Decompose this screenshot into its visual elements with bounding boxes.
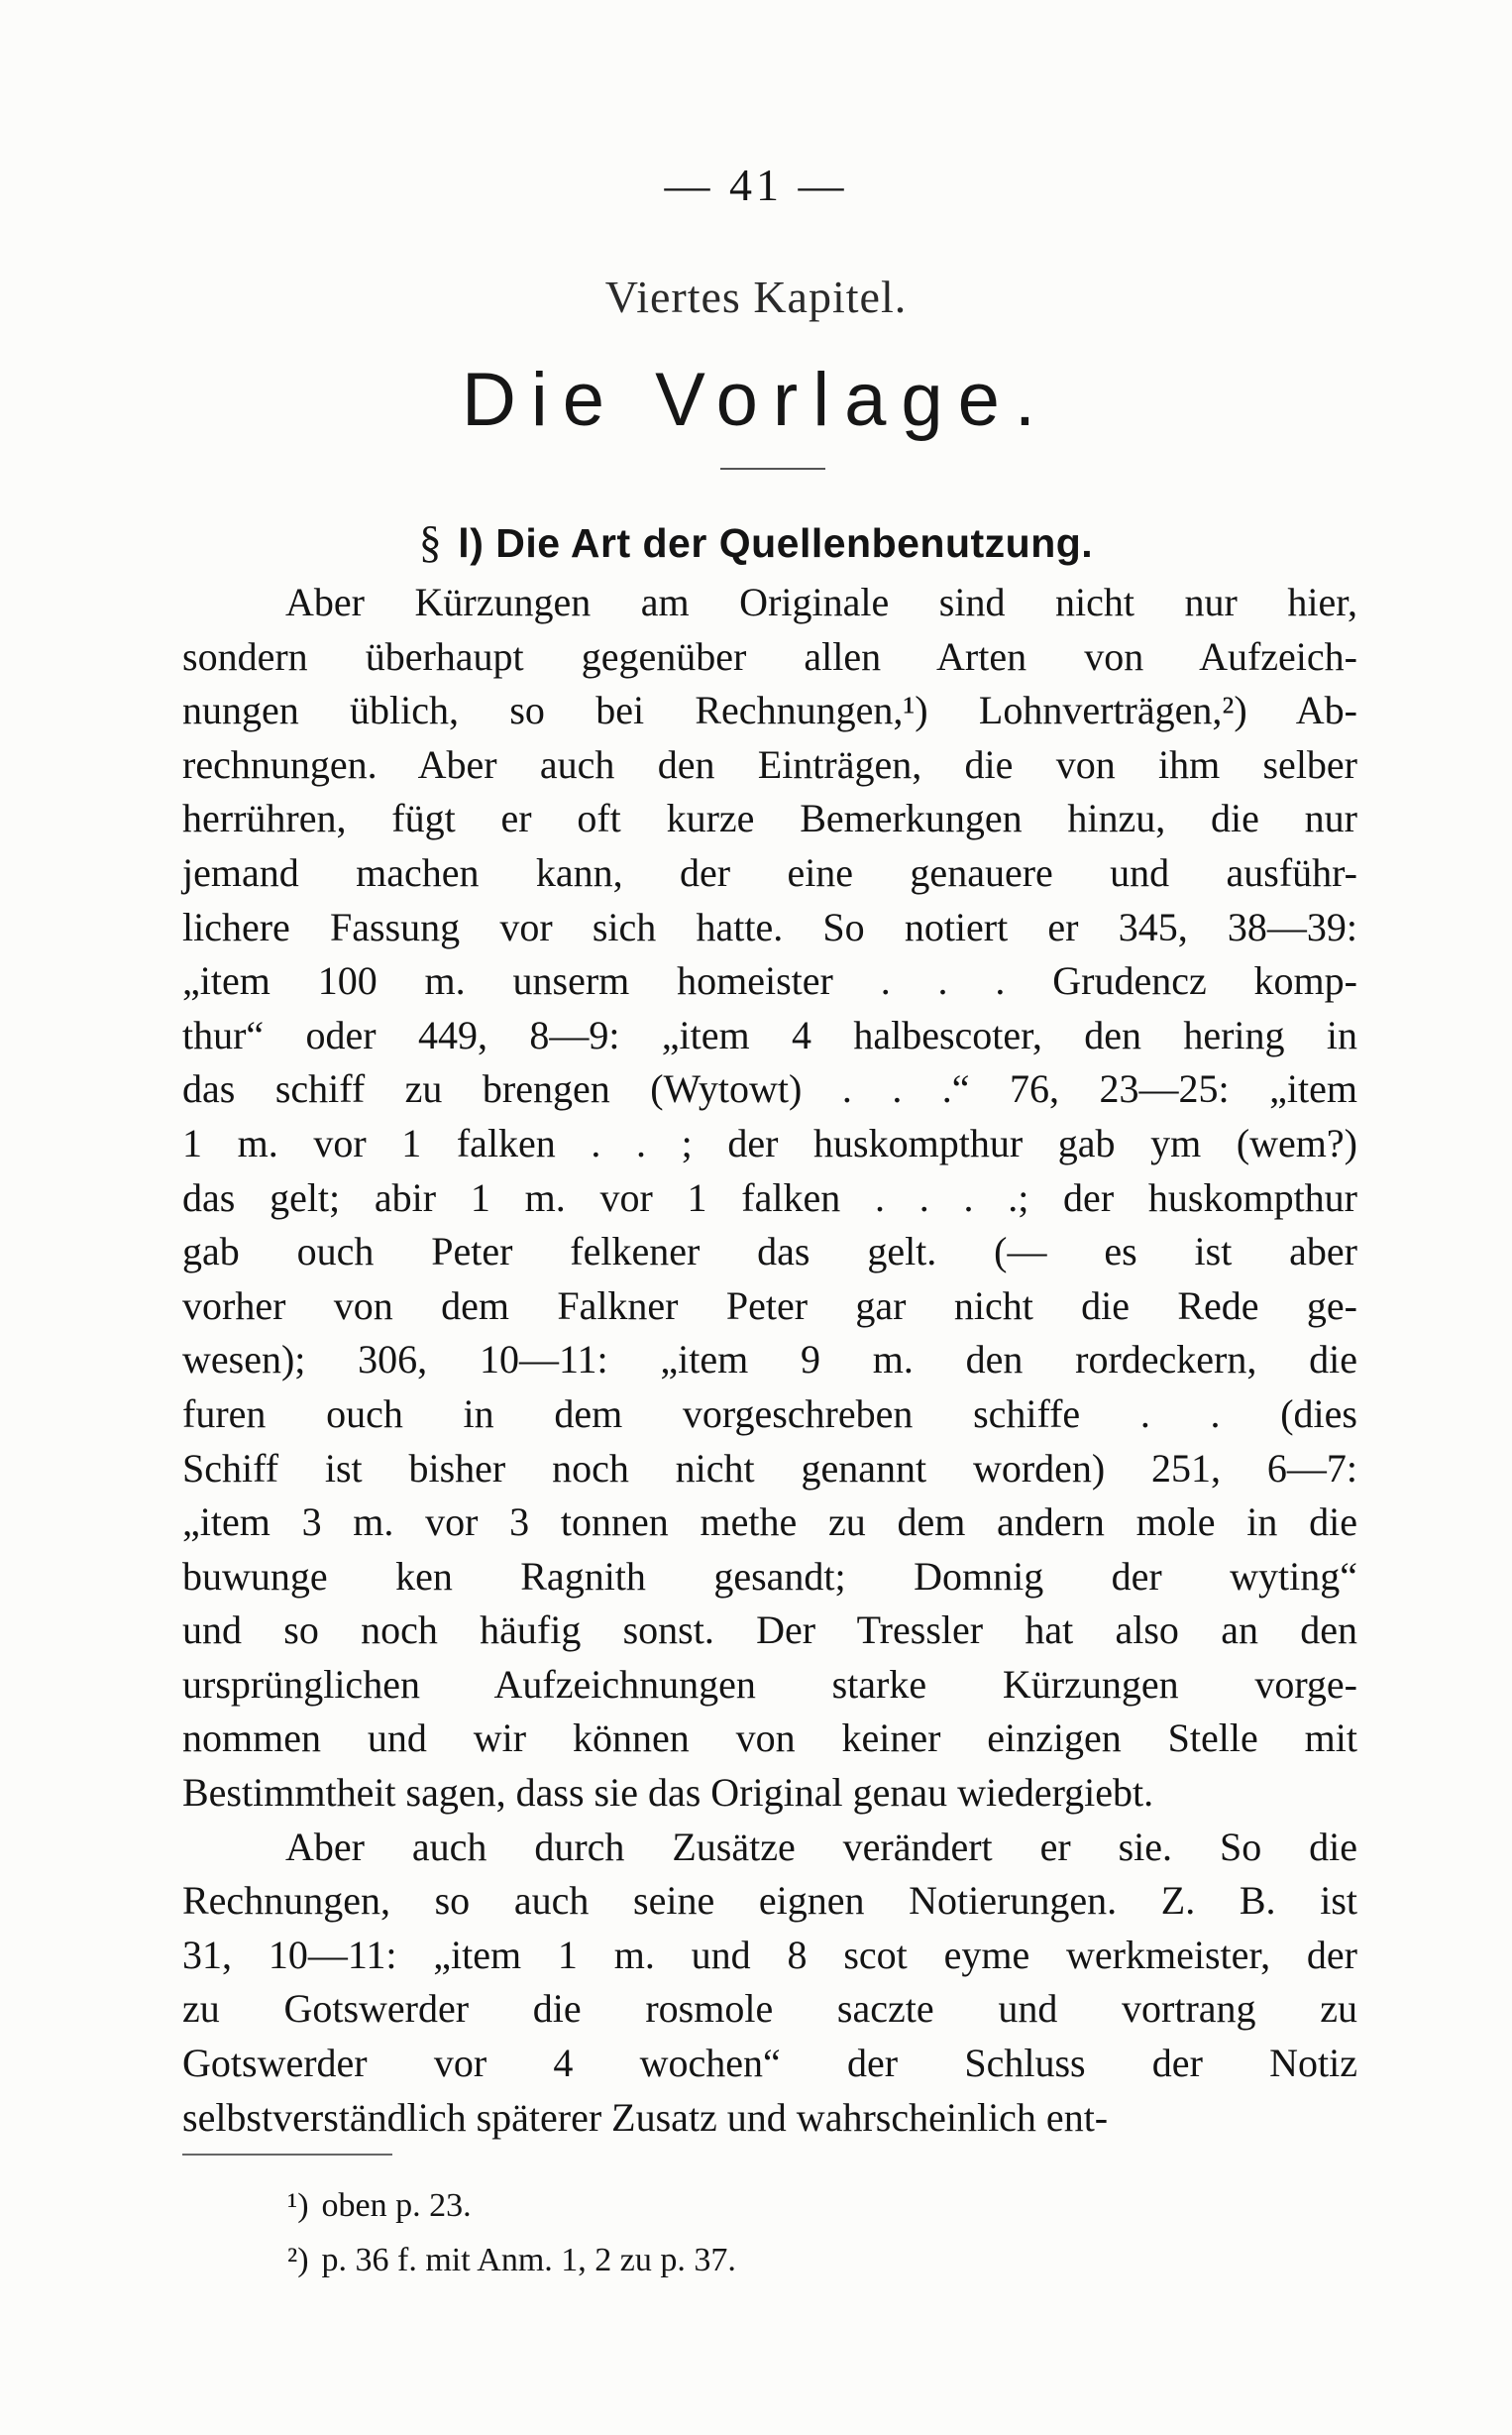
text-line: Schiff ist bisher noch nicht genannt worden) 251, 6—7: bbox=[182, 1445, 1357, 1491]
text-line: thur“ oder 449, 8—9: „item 4 halbescoter, den hering in bbox=[182, 1012, 1357, 1057]
body-text bbox=[182, 576, 1357, 2145]
text-line: nungen üblich, so bei Rechnungen,¹) Lohnverträgen,²) Ab- bbox=[182, 688, 1357, 733]
text-line: sondern überhaupt gegenüber allen Arten von Aufzeich- bbox=[182, 633, 1357, 679]
text-line: zu Gotswerder die rosmole saczte und vortrang zu bbox=[182, 1986, 1357, 2032]
text-line: das schiff zu brengen (Wytowt) . . .“ 76, 23—25: „item bbox=[182, 1066, 1357, 1112]
footnotes bbox=[287, 2178, 736, 2287]
text-line: herrühren, fügt er oft kurze Bemerkungen hinzu, die nur bbox=[182, 796, 1357, 841]
footnote-divider bbox=[182, 2154, 392, 2156]
text-line: „item 100 m. unserm homeister . . . Grudencz komp- bbox=[182, 958, 1357, 1004]
text-line: und so noch häufig sonst. Der Tressler hat also an den bbox=[182, 1607, 1357, 1653]
text-line: das gelt; abir 1 m. vor 1 falken . . . .; der huskompthur bbox=[182, 1174, 1357, 1220]
text-line: 31, 10—11: „item 1 m. und 8 scot eyme werkmeister, der bbox=[182, 1932, 1357, 1977]
text-line: buwunge ken Ragnith gesandt; Domnig der wyting“ bbox=[182, 1553, 1357, 1599]
title-divider bbox=[720, 468, 825, 470]
footnote-mark: ²) bbox=[287, 2242, 309, 2278]
text-line: nommen und wir können von keiner einzigen Stelle mit bbox=[182, 1716, 1357, 1761]
text-line: wesen); 306, 10—11: „item 9 m. den rordeckern, die bbox=[182, 1337, 1357, 1383]
footnote-text: oben p. 23. bbox=[321, 2187, 472, 2224]
text-line: Bestimmtheit sagen, dass sie das Original genau wiedergiebt. bbox=[182, 1770, 1154, 1816]
text-line: selbstverständlich späterer Zusatz und wahrscheinlich ent- bbox=[182, 2094, 1109, 2140]
chapter-label: Viertes Kapitel. bbox=[604, 272, 908, 322]
text-line: Gotswerder vor 4 wochen“ der Schluss der Notiz bbox=[182, 2041, 1357, 2086]
footnote-2 bbox=[287, 2233, 736, 2287]
text-line: lichere Fassung vor sich hatte. So notiert er 345, 38—39: bbox=[182, 904, 1357, 949]
section-symbol: § bbox=[418, 516, 443, 567]
text-line: gab ouch Peter felkener das gelt. (— es ist aber bbox=[182, 1229, 1357, 1274]
footnote-1 bbox=[287, 2178, 736, 2233]
chapter-title: Die Vorlage. bbox=[461, 358, 1051, 442]
footnote-text: p. 36 f. mit Anm. 1, 2 zu p. 37. bbox=[321, 2242, 736, 2278]
footnote-mark: ¹) bbox=[287, 2187, 309, 2224]
text-line: ursprünglichen Aufzeichnungen starke Kürzungen vorge- bbox=[182, 1661, 1357, 1707]
text-line: Aber Kürzungen am Originale sind nicht nur hier, bbox=[285, 580, 1357, 624]
text-line: jemand machen kann, der eine genauere und ausführ- bbox=[182, 849, 1357, 895]
text-line: Rechnungen, so auch seine eignen Notierungen. Z. B. ist bbox=[182, 1878, 1357, 1924]
text-line: Aber auch durch Zusätze verändert er sie. So die bbox=[285, 1824, 1357, 1869]
page-number: — 41 — bbox=[664, 160, 848, 210]
text-line: „item 3 m. vor 3 tonnen methe zu dem andern mole in die bbox=[182, 1499, 1357, 1545]
text-line: 1 m. vor 1 falken . . ; der huskompthur gab ym (wem?) bbox=[182, 1120, 1357, 1165]
text-line: rechnungen. Aber auch den Einträgen, die von ihm selber bbox=[182, 741, 1357, 787]
text-line: vorher von dem Falkner Peter gar nicht die Rede ge- bbox=[182, 1282, 1357, 1328]
section-heading bbox=[0, 515, 1512, 568]
text-line: furen ouch in dem vorgeschreben schiffe . . (dies bbox=[182, 1390, 1357, 1436]
section-heading-text: l) Die Art der Quellenbenutzung. bbox=[458, 520, 1094, 566]
